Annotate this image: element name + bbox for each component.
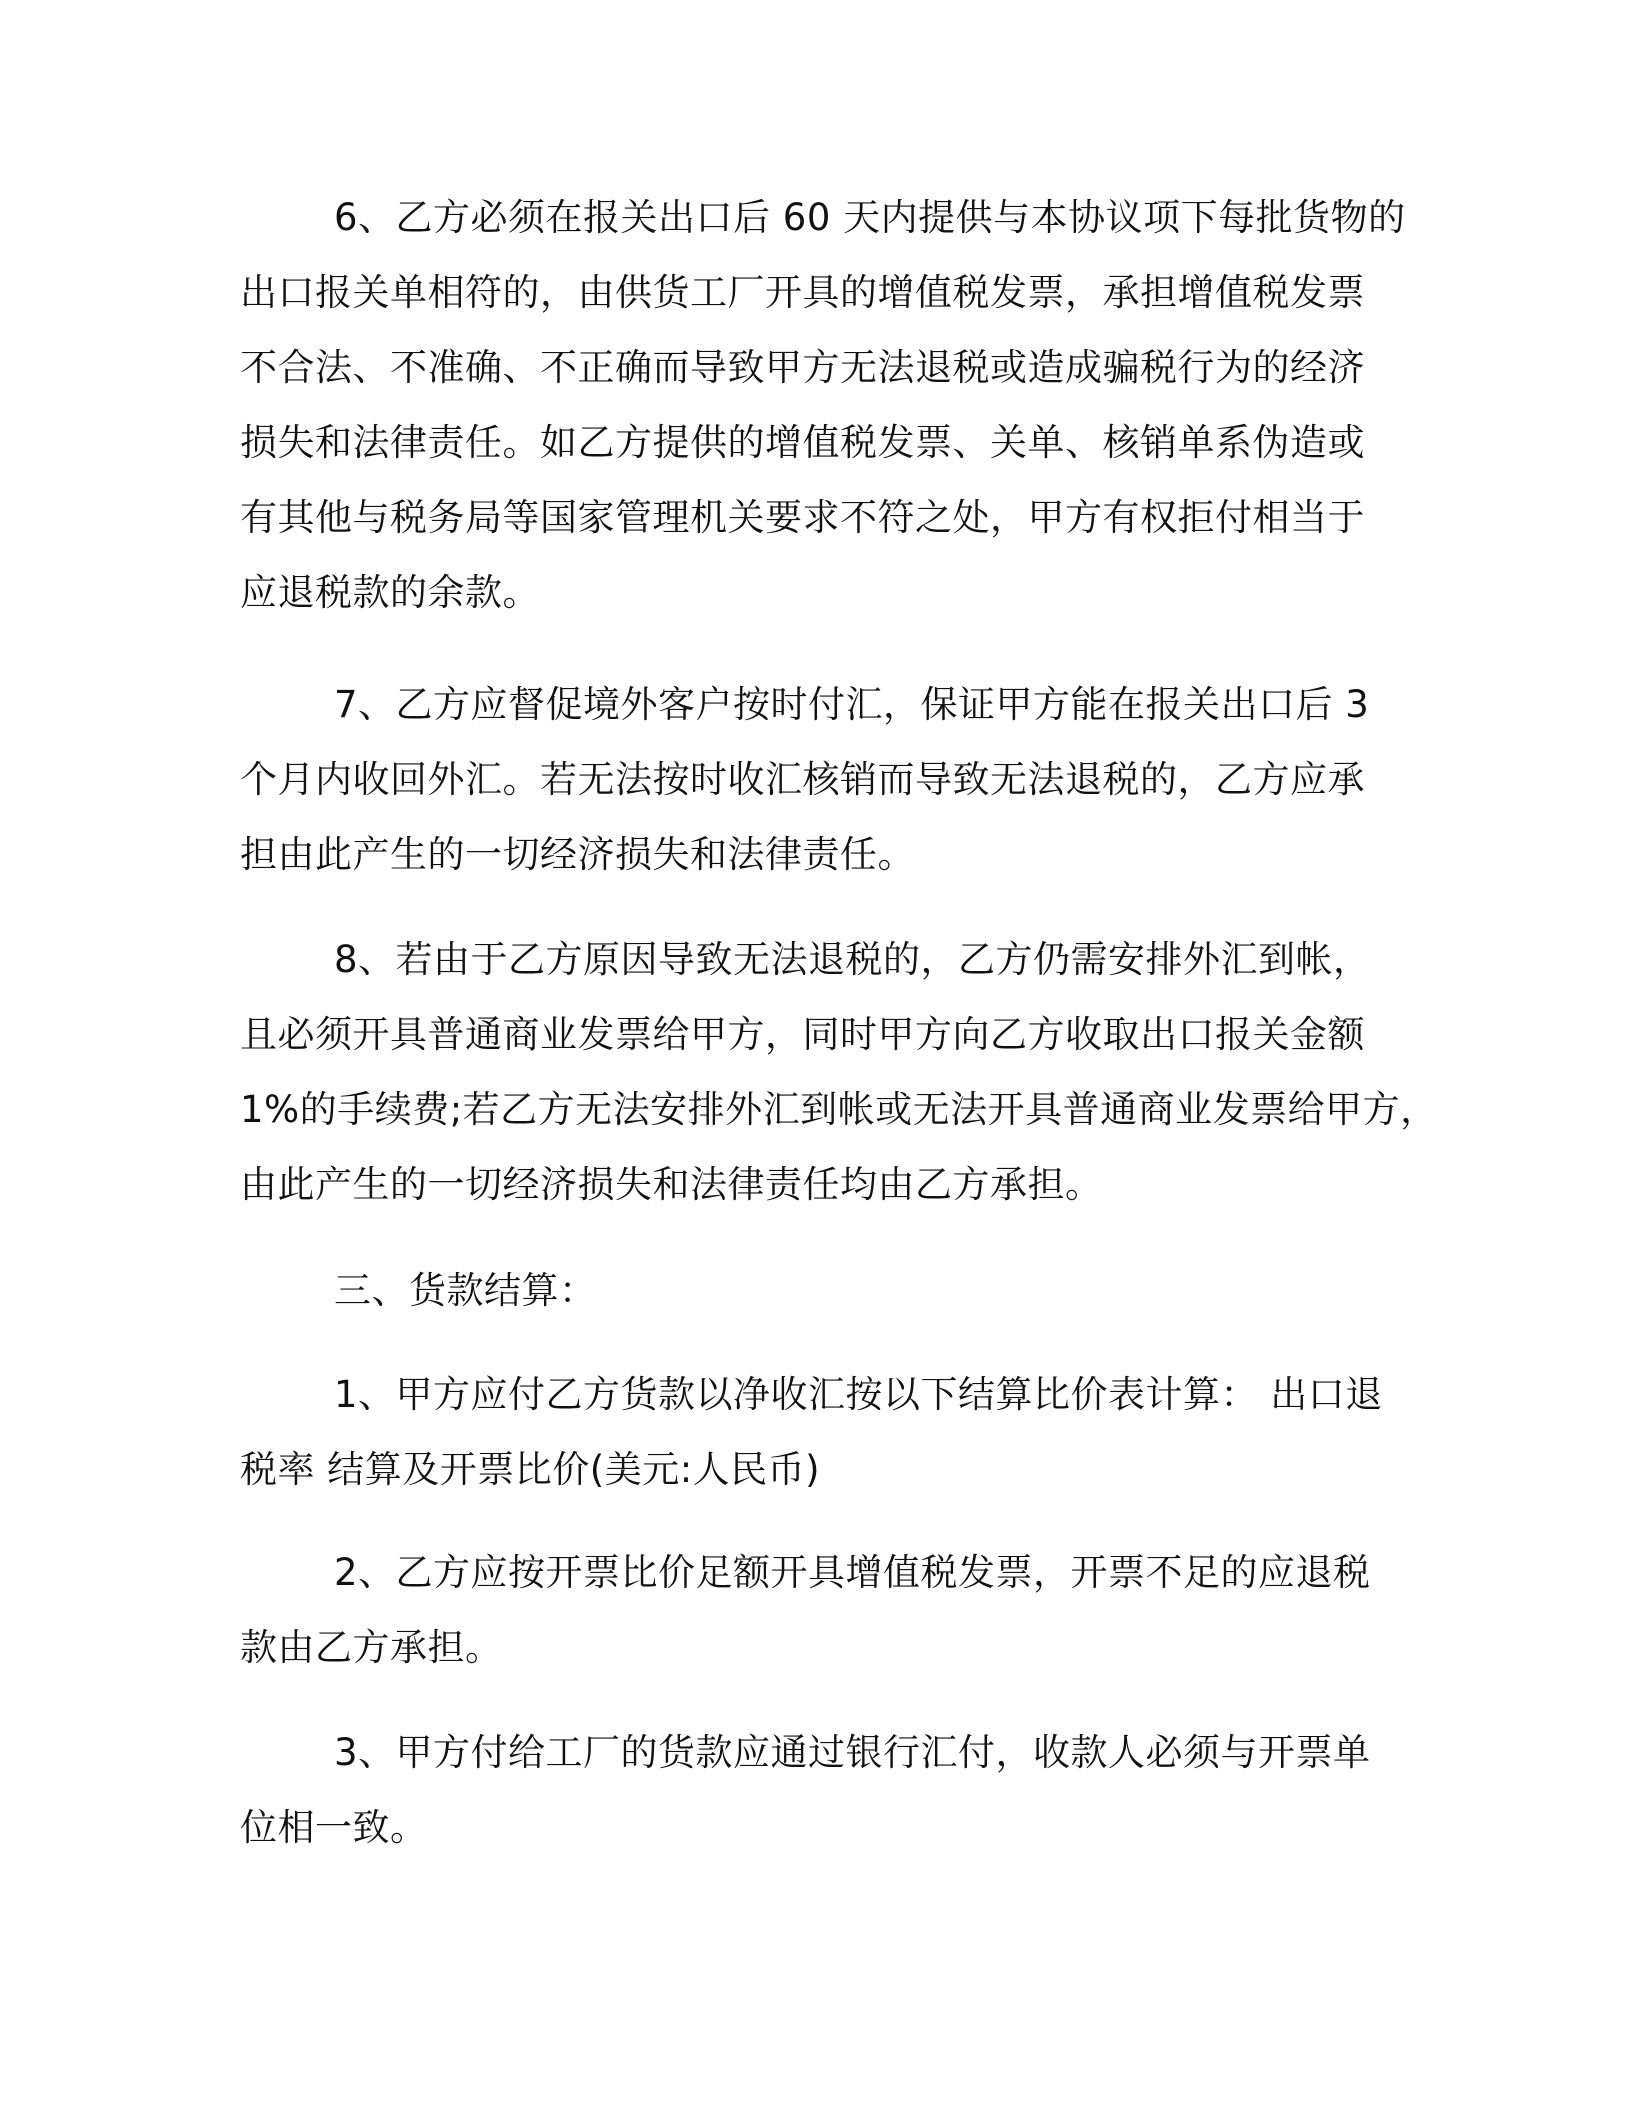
clause-2-line-2: 款由乙方承担。 (240, 1626, 503, 1669)
clause-3-line-1: 3、甲方付给工厂的货款应通过银行汇付，收款人必须与开票单 (334, 1731, 1371, 1774)
paragraph-6-line-1: 6、乙方必须在报关出口后 60 天内提供与本协议项下每批货物的 (334, 196, 1406, 239)
paragraph-6-line-5: 有其他与税务局等国家管理机关要求不符之处，甲方有权拒付相当于 (240, 496, 1365, 539)
paragraph-8-line-4: 由此产生的一切经济损失和法律责任均由乙方承担。 (240, 1163, 1103, 1206)
clause-1-line-1: 1、甲方应付乙方货款以净收汇按以下结算比价表计算： 出口退 (334, 1373, 1383, 1416)
clause-1-line-2: 税率 结算及开票比价(美元:人民币) (240, 1448, 821, 1491)
paragraph-6-line-6: 应退税款的余款。 (240, 571, 540, 614)
paragraph-7-line-2: 个月内收回外汇。若无法按时收汇核销而导致无法退税的，乙方应承 (240, 758, 1365, 801)
paragraph-6-line-4: 损失和法律责任。如乙方提供的增值税发票、关单、核销单系伪造或 (240, 421, 1365, 464)
paragraph-6-line-2: 出口报关单相符的，由供货工厂开具的增值税发票，承担增值税发票 (240, 271, 1365, 314)
paragraph-8-line-2: 且必须开具普通商业发票给甲方，同时甲方向乙方收取出口报关金额 (240, 1013, 1365, 1056)
paragraph-6-line-3: 不合法、不准确、不正确而导致甲方无法退税或造成骗税行为的经济 (240, 346, 1365, 389)
paragraph-8-line-1: 8、若由于乙方原因导致无法退税的，乙方仍需安排外汇到帐， (334, 938, 1371, 981)
section-heading: 三、货款结算： (334, 1269, 597, 1312)
paragraph-7-line-3: 担由此产生的一切经济损失和法律责任。 (240, 833, 915, 876)
clause-2-line-1: 2、乙方应按开票比价足额开具增值税发票，开票不足的应退税 (334, 1551, 1371, 1594)
paragraph-7-line-1: 7、乙方应督促境外客户按时付汇，保证甲方能在报关出口后 3 (334, 683, 1370, 726)
paragraph-8-line-3: 1%的手续费;若乙方无法安排外汇到帐或无法开具普通商业发票给甲方， (240, 1088, 1438, 1131)
clause-3-line-2: 位相一致。 (240, 1806, 428, 1849)
